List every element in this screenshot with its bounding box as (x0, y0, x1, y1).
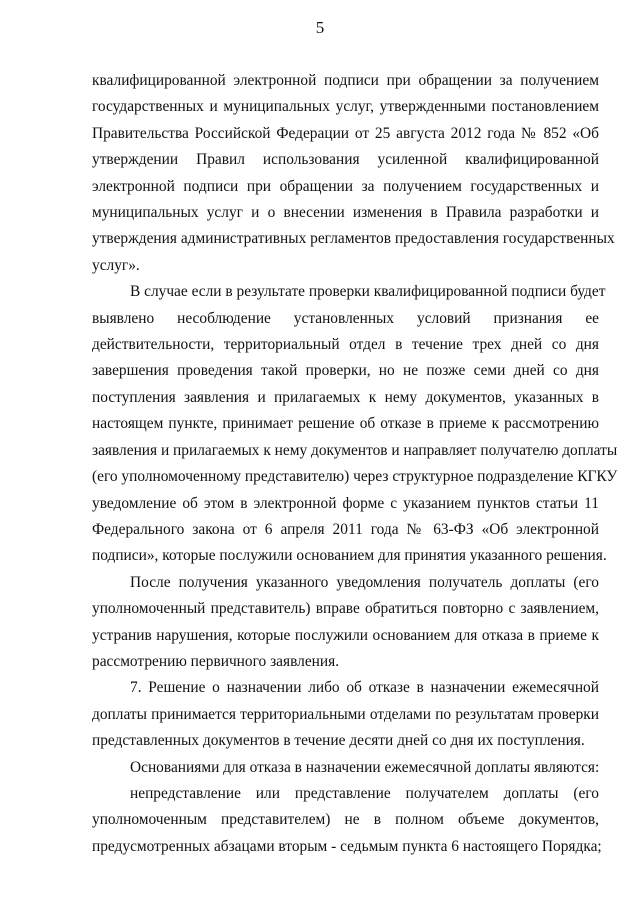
paragraph (92, 279, 618, 569)
paragraph (92, 68, 615, 279)
text-line: квалифицированной электронной подписи при обращении за получением (92, 72, 599, 89)
text-line: уведомление об этом в электронной форме с указанием пунктов статьи 11 (92, 494, 599, 512)
text-line: После получения указанного уведомления получатель доплаты (его (130, 573, 599, 591)
text-line: уполномоченным представителем) не в полном объеме документов, (92, 811, 599, 829)
paragraph (92, 781, 602, 860)
text-line: уполномоченный представитель) вправе обратиться повторно с заявлением, (92, 600, 599, 618)
text-line: Основаниями для отказа в назначении ежемесячной доплаты являются: (130, 758, 600, 776)
paragraph (92, 755, 599, 781)
text-line: В случае если в результате проверки квалифицированной подписи будет (130, 283, 606, 301)
document-body (92, 68, 618, 860)
text-line: Правительства Российской Федерации от 25 августа 2012 года № 852 «Об (92, 124, 599, 142)
text-line: утверждении Правил использования усиленной квалифицированной (92, 151, 599, 169)
text-line: поступления заявления и прилагаемых к нему документов, указанных в (92, 388, 599, 406)
text-line: утверждения административных регламентов предоставления государственных (92, 230, 615, 248)
text-line: муниципальных услуг и о внесении изменения в Правила разработки и (92, 204, 599, 222)
text-line: подписи», которые послужили основанием для принятия указанного решения. (92, 547, 607, 565)
page-number: 5 (315, 18, 325, 37)
text-line: (его уполномоченному представителю) через структурное подразделение КГКУ (92, 468, 618, 486)
text-line: государственных и муниципальных услуг, утвержденными постановлением (92, 98, 599, 116)
text-line: заявления и прилагаемых к нему документов и направляет получателю доплаты (92, 441, 618, 459)
paragraph (92, 675, 599, 754)
text-line: устранив нарушения, которые послужили основанием для отказа в приеме к (92, 626, 599, 644)
text-line: непредставление или представление получателем доплаты (его (130, 784, 599, 802)
text-line: рассмотрению первичного заявления. (92, 652, 340, 670)
text-line: электронной подписи при обращении за получением государственных и (92, 177, 599, 195)
text-line: действительности, территориальный отдел в течение трех дней со дня (92, 336, 599, 354)
text-line: услуг». (92, 256, 140, 274)
text-line: завершения проведения такой проверки, но не позже семи дней со дня (92, 362, 599, 380)
text-line: выявлено несоблюдение установленных условий признания ее (92, 309, 599, 327)
text-line: Федерального закона от 6 апреля 2011 года № 63-ФЗ «Об электронной (92, 520, 599, 538)
text-line: доплаты принимается территориальными отделами по результатам проверки (92, 705, 599, 723)
text-line: настоящем пункте, принимает решение об отказе в приеме к рассмотрению (92, 415, 599, 433)
text-line: 7. Решение о назначении либо об отказе в назначении ежемесячной (130, 679, 599, 697)
paragraph (92, 570, 599, 676)
text-line: представленных документов в течение десяти дней со дня их поступления. (92, 732, 585, 750)
text-line: предусмотренных абзацами вторым - седьмым пункта 6 настоящего Порядка; (92, 837, 602, 855)
